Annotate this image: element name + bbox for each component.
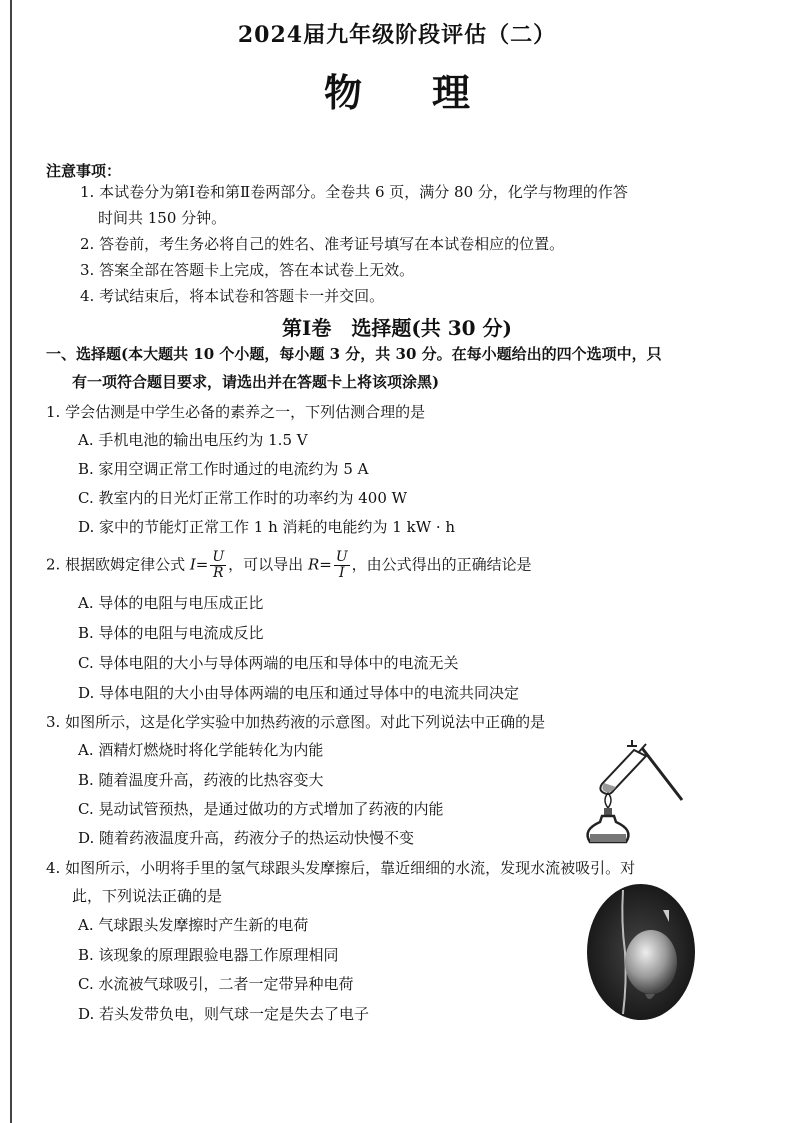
note-item: 3. 答案全部在答题卡上完成，答在本试卷上无效。	[80, 261, 415, 279]
binding-edge-line	[10, 0, 12, 1123]
question-2-stem	[46, 550, 706, 581]
question-4-stem-continued: 此，下列说法正确的是	[72, 887, 223, 905]
balloon-water-stream-photo	[585, 882, 697, 1022]
question-1-option-c: C. 教室内的日光灯正常工作时的功率约为 400 W	[78, 489, 408, 507]
question-2-stem-middle: ，可以导出	[228, 555, 308, 574]
formula-lhs: I=	[189, 555, 209, 574]
question-4-option-a: A. 气球跟头发摩擦时产生新的电荷	[78, 916, 309, 934]
question-4-option-b: B. 该现象的原理跟验电器工作原理相同	[78, 946, 339, 964]
formula-denominator: R	[212, 565, 224, 581]
question-1-option-a: A. 手机电池的输出电压约为 1.5 V	[78, 431, 308, 449]
section-instructions: 一、选择题(本大题共 10 个小题，每小题 3 分，共 30 分。在每小题给出的四个选项中，只	[46, 345, 662, 363]
resistance-formula	[308, 550, 352, 581]
question-2-stem-suffix: ，由公式得出的正确结论是	[351, 555, 532, 574]
formula-fraction	[334, 550, 350, 581]
question-2-option-b: B. 导体的电阻与电流成反比	[78, 624, 264, 642]
note-item: 2. 答卷前，考生务必将自己的姓名、准考证号填写在本试卷相应的位置。	[80, 235, 565, 253]
section-title: 第Ⅰ卷 选择题(共 30 分)	[281, 316, 513, 340]
notes-heading: 注意事项：	[46, 162, 122, 180]
question-1-option-d: D. 家中的节能灯正常工作 1 h 消耗的电能约为 1 kW · h	[78, 518, 456, 536]
question-1-option-b: B. 家用空调正常工作时通过的电流约为 5 A	[78, 460, 369, 478]
question-4-stem: 4. 如图所示，小明将手里的氢气球跟头发摩擦后，靠近细细的水流，发现水流被吸引。对	[46, 859, 636, 877]
question-3-option-a: A. 酒精灯燃烧时将化学能转化为内能	[78, 741, 324, 759]
formula-denominator: I	[338, 565, 345, 581]
question-3-option-d: D. 随着药液温度升高，药液分子的热运动快慢不变	[78, 829, 415, 847]
formula-lhs: R=	[307, 555, 332, 574]
question-1-stem: 1. 学会估测是中学生必备的素养之一，下列估测合理的是	[46, 403, 426, 421]
question-4-option-c: C. 水流被气球吸引，二者一定带异种电荷	[78, 975, 354, 993]
question-3-stem: 3. 如图所示，这是化学实验中加热药液的示意图。对此下列说法中正确的是	[46, 713, 546, 731]
question-3-option-c: C. 晃动试管预热，是通过做功的方式增加了药液的内能	[78, 800, 444, 818]
question-3-option-b: B. 随着温度升高，药液的比热容变大	[78, 771, 324, 789]
note-item-continued: 时间共 150 分钟。	[98, 209, 227, 227]
alcohol-lamp-test-tube-figure	[572, 738, 692, 848]
formula-numerator: U	[335, 549, 348, 565]
subject-title: 物理	[323, 70, 540, 115]
note-item: 1. 本试卷分为第Ⅰ卷和第Ⅱ卷两部分。全卷共 6 页，满分 80 分，化学与物理的作答	[80, 183, 628, 201]
formula-fraction	[210, 550, 226, 581]
formula-numerator: U	[212, 549, 225, 565]
note-item: 4. 考试结束后，将本试卷和答题卡一并交回。	[80, 287, 385, 305]
section-instructions-continued: 有一项符合题目要求，请选出并在答题卡上将该项涂黑)	[72, 373, 440, 391]
question-2-option-a: A. 导体的电阻与电压成正比	[78, 594, 264, 612]
question-2-option-d: D. 导体电阻的大小由导体两端的电压和通过导体中的电流共同决定	[78, 684, 520, 702]
question-2-option-c: C. 导体电阻的大小与导体两端的电压和导体中的电流无关	[78, 654, 459, 672]
question-4-option-d: D. 若头发带负电，则气球一定是失去了电子	[78, 1005, 370, 1023]
question-2-stem-prefix: 2. 根据欧姆定律公式	[46, 555, 190, 574]
exam-title: 2024届九年级阶段评估（二）	[237, 22, 557, 48]
ohms-law-formula	[190, 550, 228, 581]
